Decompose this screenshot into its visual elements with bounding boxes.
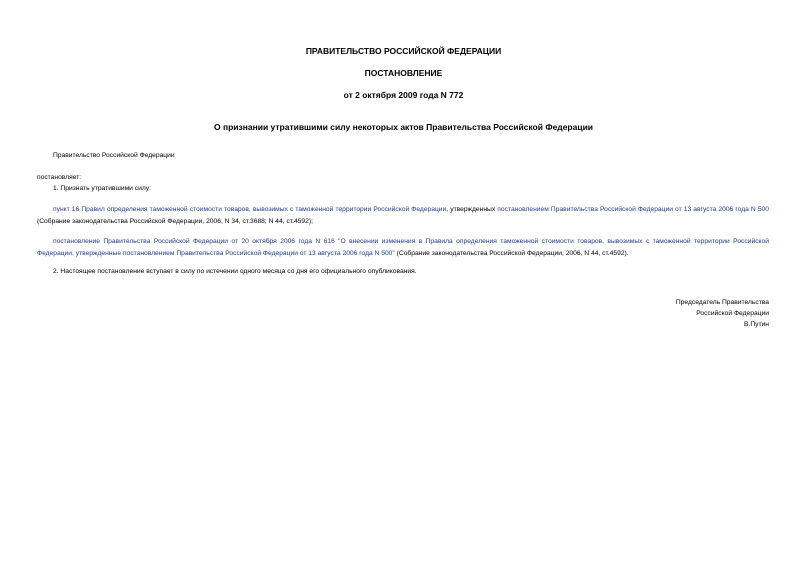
item-1-paragraph: 1. Признать утратившими силу: [53,185,151,192]
signatory-title-line-2: Российской Федерации [696,310,769,317]
source-citation-1: (Собрание законодательства Российской Федерации, 2006, N 34, ст.3688; N 44, ст.4592); [37,217,313,225]
item-2-paragraph: 2. Настоящее постановление вступает в силу по истечении одного месяца со дня его официального опубликования. [53,268,417,275]
signatory-title-line-1: Председатель Правительства [675,299,769,306]
decree-616-link[interactable]: постановление Правительства Российской Федерации от 20 октября 2006 года N 616 "О внесении изменения в Правила определения таможенной стоимости товаров, вывозимых с таможенной территории Российской Федерации, утвержденные постановлением Правительства Российской Федерации от 13 августа 2006 года N 500" [37,238,769,257]
org-heading: ПРАВИТЕЛЬСТВО РОССИЙСКОЙ ФЕДЕРАЦИИ [305,46,502,56]
decrees-paragraph: постановляет: [37,174,82,181]
decree-500-link[interactable]: постановлением Правительства Российской Федерации от 13 августа 2006 года N 500 [497,206,769,213]
rules-point-16-link[interactable]: пункт 16 Правил определения таможенной стоимости товаров, вывозимых с таможенной территории Российской Федерации [53,206,447,213]
signatory-name: В.Путин [744,321,769,328]
source-citation-2: (Собрание законодательства Российской Федерации, 2006, N 44, ст.4592). [394,249,629,257]
doc-type-heading: ПОСТАНОВЛЕНИЕ [364,68,443,78]
document-title: О признании утратившими силу некоторых актов Правительства Российской Федерации [213,122,594,132]
repealed-item-1-paragraph [37,204,769,227]
date-number-heading: от 2 октября 2009 года N 772 [343,90,464,100]
intro-paragraph: Правительство Российской Федерации [53,152,175,159]
repealed-item-2-paragraph [37,236,769,259]
approved-by-text: , утвержденных [446,206,498,213]
